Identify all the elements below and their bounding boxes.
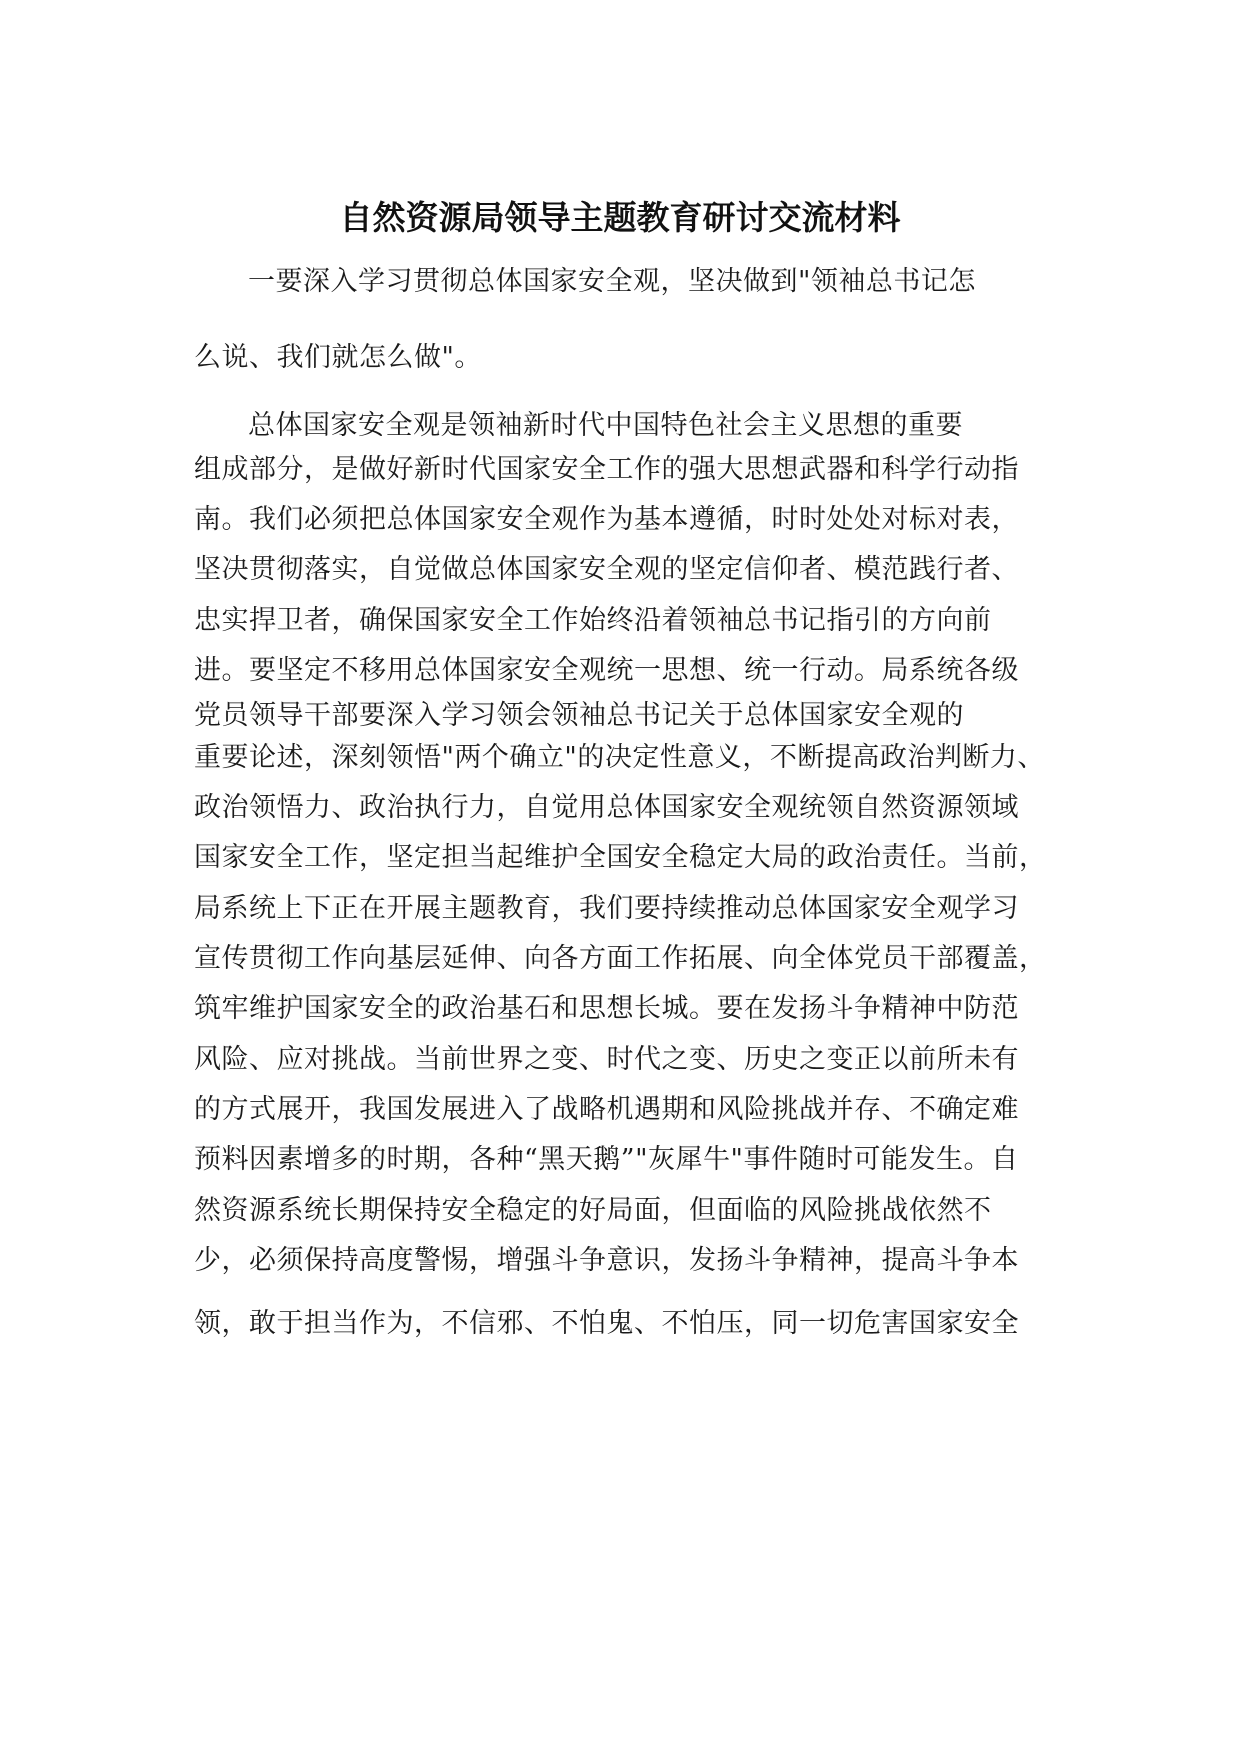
paragraph-2-line: 重要论述，深刻领悟"两个确立"的决定性意义，不断提高政治判断力、 <box>194 742 1045 773</box>
paragraph-2-line: 坚决贯彻落实，自觉做总体国家安全观的坚定信仰者、模范践行者、 <box>194 554 1019 585</box>
paragraph-2-line: 局系统上下正在开展主题教育，我们要持续推动总体国家安全观学习 <box>194 893 1019 924</box>
paragraph-2-line: 政治领悟力、政治执行力，自觉用总体国家安全观统领自然资源领域 <box>194 792 1019 823</box>
paragraph-2-line: 宣传贯彻工作向基层延伸、向各方面工作拓展、向全体党员干部覆盖， <box>194 943 1047 974</box>
paragraph-2-line: 预料因素增多的时期，各种“黑天鹅”"灰犀牛"事件随时可能发生。自 <box>194 1144 1019 1175</box>
paragraph-1-line: 么说、我们就怎么做"。 <box>194 342 482 373</box>
paragraph-2-line: 领，敢于担当作为，不信邪、不怕鬼、不怕压，同一切危害国家安全 <box>194 1308 1019 1339</box>
paragraph-2-line: 国家安全工作，坚定担当起维护全国安全稳定大局的政治责任。当前， <box>194 842 1047 873</box>
paragraph-2-line: 筑牢维护国家安全的政治基石和思想长城。要在发扬斗争精神中防范 <box>194 993 1019 1024</box>
paragraph-2-line: 忠实捍卫者，确保国家安全工作始终沿着领袖总书记指引的方向前 <box>194 605 992 636</box>
paragraph-2-line: 党员领导干部要深入学习领会领袖总书记关于总体国家安全观的 <box>194 700 964 731</box>
paragraph-2-line: 组成部分，是做好新时代国家安全工作的强大思想武器和科学行动指 <box>194 454 1019 485</box>
paragraph-2-line: 南。我们必须把总体国家安全观作为基本遵循，时时处处对标对表， <box>194 504 1019 535</box>
document-title: 自然资源局领导主题教育研讨交流材料 <box>339 198 901 237</box>
paragraph-2-line: 进。要坚定不移用总体国家安全观统一思想、统一行动。局系统各级 <box>194 655 1019 686</box>
paragraph-2-line: 总体国家安全观是领袖新时代中国特色社会主义思想的重要 <box>248 410 963 441</box>
paragraph-2-line: 少，必须保持高度警惕，增强斗争意识，发扬斗争精神，提高斗争本 <box>194 1245 1019 1276</box>
paragraph-2-line: 的方式展开，我国发展进入了战略机遇期和风险挑战并存、不确定难 <box>194 1094 1019 1125</box>
paragraph-2-line: 然资源系统长期保持安全稳定的好局面，但面临的风险挑战依然不 <box>194 1195 992 1226</box>
paragraph-1-line: 一要深入学习贯彻总体国家安全观，坚决做到"领袖总书记怎 <box>248 266 976 297</box>
paragraph-2-line: 风险、应对挑战。当前世界之变、时代之变、历史之变正以前所未有 <box>194 1044 1019 1075</box>
